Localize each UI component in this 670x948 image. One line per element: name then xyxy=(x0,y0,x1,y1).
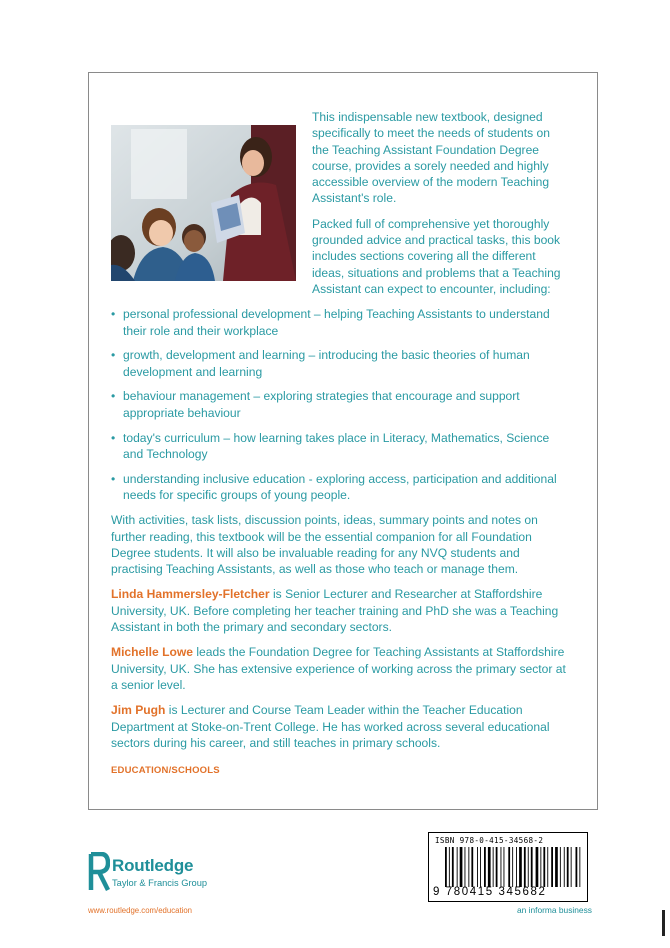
bullet-icon: • xyxy=(111,307,116,322)
publisher-group: Taylor & Francis Group xyxy=(112,878,208,888)
barcode-bars xyxy=(445,847,581,887)
publisher-url[interactable]: www.routledge.com/education xyxy=(88,906,193,915)
crop-mark xyxy=(662,910,665,936)
classroom-photo xyxy=(111,125,296,281)
intro-paragraph: This indispensable new textbook, designed specifically to meet the needs of students on the Teaching Assistant Foundation Degree course, provides a sorely needed and highly accessible overview of the modern Teaching Assistant's role. xyxy=(312,110,550,206)
isbn-number: ISBN 978-0-415-34568-2 xyxy=(435,836,544,845)
isbn-barcode xyxy=(428,832,588,902)
bullet-icon: • xyxy=(111,389,116,404)
publisher-name: Routledge xyxy=(112,856,194,875)
author-bio: Linda Hammersley-Fletcher is Senior Lecturer and Researcher at Staffordshire University, UK. Before completing her teacher training and PhD she was a Teaching Assistant in both the primary and secondary sectors. xyxy=(111,587,559,635)
topic-item: • today's curriculum – how learning takes place in Literacy, Mathematics, Science and Technology xyxy=(111,430,550,461)
topic-item: • personal professional development – helping Teaching Assistants to understand their role and their workplace xyxy=(111,307,550,338)
ean-digits: 9 780415 345682 xyxy=(433,886,547,898)
author-bio: Michelle Lowe leads the Foundation Degree for Teaching Assistants at Staffordshire University, UK. She has extensive experience of working across the primary sector at a senior level. xyxy=(111,645,566,692)
author-name: Jim Pugh xyxy=(111,703,166,718)
bullet-icon: • xyxy=(111,348,116,363)
subject-category: EDUCATION/SCHOOLS xyxy=(111,765,220,777)
cover-copy xyxy=(111,109,567,779)
classroom-illustration xyxy=(111,125,296,281)
routledge-r-icon xyxy=(88,852,110,892)
topic-item: • behaviour management – exploring strategies that encourage and support appropriate behaviour xyxy=(111,389,520,420)
bullet-icon: • xyxy=(111,471,116,486)
author-name: Michelle Lowe xyxy=(111,645,193,660)
topic-list xyxy=(111,306,567,503)
topic-item: • understanding inclusive education - exploring access, participation and additional needs for specific groups of young people. xyxy=(111,471,557,502)
packed-paragraph: Packed full of comprehensive yet thoroughly grounded advice and practical tasks, this book includes sections covering all the different ideas, situations and problems that a Teaching Assistant can expect to encounter, including: xyxy=(312,216,561,296)
author-bio: Jim Pugh is Lecturer and Course Team Leader within the Teacher Education Department at Stoke-on-Trent College. He has worked across several educational sectors during his career, and still teaches in primary schools. xyxy=(111,703,550,750)
bullet-icon: • xyxy=(111,430,116,445)
back-cover-panel xyxy=(88,72,598,810)
topic-item: • growth, development and learning – introducing the basic theories of human development and learning xyxy=(111,348,530,379)
informa-business: an informa business xyxy=(517,905,592,915)
author-name: Linda Hammersley-Fletcher xyxy=(111,587,270,602)
publisher-logo xyxy=(88,852,218,892)
summary-paragraph: With activities, task lists, discussion points, ideas, summary points and notes on further reading, this textbook will be the essential companion for all Foundation Degree students. It will also be invaluable reading for any NVQ students and practising Teaching Assistants, as well as those who teach or manage them. xyxy=(111,513,538,577)
